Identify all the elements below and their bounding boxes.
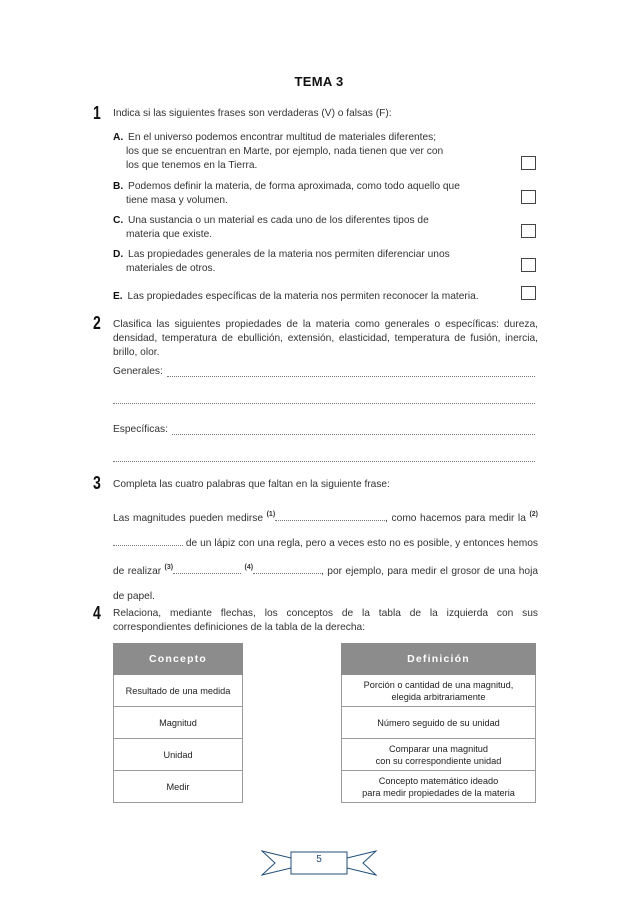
question-2-prompt: Clasifica las siguientes propiedades de la materia como generales o específicas: dureza, densidad, temperatura de ebullición, extensión, elasticidad, temperatura de fusión, inercia, brillo, olor. bbox=[113, 319, 538, 359]
page-title: TEMA 3 bbox=[294, 74, 344, 89]
question-4-prompt: Relaciona, mediante flechas, los conceptos de la tabla de la izquierda con sus correspondientes definiciones de la tabla de la derecha: bbox=[113, 608, 538, 634]
statement-d-letter: D. bbox=[113, 249, 124, 260]
blank-2-marker: (2) bbox=[529, 511, 538, 518]
especificas-label: Específicas: bbox=[113, 424, 168, 435]
blank-4-marker: (4) bbox=[244, 564, 254, 571]
question-4-number: 4 bbox=[93, 603, 101, 623]
statement-b-line1: Podemos definir la materia, de forma aproximada, como todo aquello que bbox=[128, 181, 460, 192]
statement-a-line3: los que tenemos en la Tierra. bbox=[126, 160, 258, 171]
page-number: 5 bbox=[316, 854, 322, 865]
especificas-row-2 bbox=[113, 451, 535, 462]
statement-c bbox=[113, 214, 508, 242]
statement-b-line2: tiene masa y volumen. bbox=[126, 195, 228, 206]
statement-a-line2: los que se encuentran en Marte, por ejemplo, nada tienen que ver con bbox=[126, 146, 444, 157]
answer-box-d[interactable] bbox=[521, 258, 536, 272]
generales-answer-line[interactable] bbox=[167, 366, 535, 377]
definition-line1: Concepto matemático ideado bbox=[378, 775, 499, 786]
generales-answer-line-2[interactable] bbox=[113, 393, 535, 404]
statement-c-line1: Una sustancia o un material es cada uno de los diferentes tipos de bbox=[128, 215, 429, 226]
statement-d-line2: materiales de otros. bbox=[126, 263, 216, 274]
definition-line2: para medir propiedades de la materia bbox=[362, 787, 515, 798]
concept-table bbox=[113, 643, 243, 803]
statement-a bbox=[113, 131, 508, 173]
especificas-answer-line-2[interactable] bbox=[113, 451, 535, 462]
definition-cell[interactable] bbox=[342, 739, 536, 771]
especificas-row bbox=[113, 424, 535, 435]
fill-in-paragraph bbox=[113, 503, 538, 609]
fill-text-1: Las magnitudes pueden medirse bbox=[113, 513, 267, 524]
concept-cell[interactable]: Magnitud bbox=[114, 707, 243, 739]
concept-cell[interactable]: Resultado de una medida bbox=[114, 675, 243, 707]
definition-line2: elegida arbitrariamente bbox=[391, 691, 486, 702]
statement-a-letter: A. bbox=[113, 132, 124, 143]
concept-cell[interactable]: Unidad bbox=[114, 739, 243, 771]
statement-e-letter: E. bbox=[113, 291, 123, 302]
answer-box-c[interactable] bbox=[521, 224, 536, 238]
statement-b-letter: B. bbox=[113, 181, 124, 192]
definition-header: Definición bbox=[342, 644, 536, 675]
statement-e bbox=[113, 290, 518, 304]
concept-cell[interactable]: Medir bbox=[114, 771, 243, 803]
blank-1-line[interactable] bbox=[275, 511, 385, 521]
definition-line2: con su correspondiente unidad bbox=[375, 755, 502, 766]
question-2-number: 2 bbox=[93, 313, 101, 333]
statement-b bbox=[113, 180, 508, 208]
definition-line1: Número seguido de su unidad bbox=[377, 717, 500, 728]
fill-text-3: de un lápiz con una regla, pero a veces esto no es posible, y entonces hemos de realizar bbox=[113, 537, 538, 577]
definition-line1: Comparar una magnitud bbox=[388, 743, 489, 754]
statement-c-line2: materia que existe. bbox=[126, 229, 213, 240]
fill-text-2: , como hacemos para medir la bbox=[385, 513, 530, 524]
question-1-prompt: Indica si las siguientes frases son verdaderas (V) o falsas (F): bbox=[113, 108, 392, 119]
especificas-answer-line[interactable] bbox=[172, 424, 535, 435]
blank-3-line[interactable] bbox=[173, 564, 241, 574]
blank-1-marker: (1) bbox=[266, 511, 276, 518]
fill-text-4: , por ejemplo, para medir el grosor de una hoja de papel. bbox=[113, 566, 538, 602]
answer-box-a[interactable] bbox=[521, 156, 536, 170]
question-1-number: 1 bbox=[93, 103, 101, 123]
statement-e-line1: Las propiedades específicas de la materia nos permiten reconocer la materia. bbox=[127, 291, 479, 302]
definition-cell[interactable] bbox=[342, 707, 536, 739]
generales-label: Generales: bbox=[113, 366, 163, 377]
definition-cell[interactable] bbox=[342, 675, 536, 707]
answer-box-e[interactable] bbox=[521, 286, 536, 300]
question-3-prompt: Completa las cuatro palabras que faltan en la siguiente frase: bbox=[113, 479, 390, 490]
statement-d-line1: Las propiedades generales de la materia nos permiten diferenciar unos bbox=[128, 249, 450, 260]
blank-3-marker: (3) bbox=[164, 564, 174, 571]
statement-d bbox=[113, 248, 508, 276]
blank-2-line[interactable] bbox=[113, 536, 183, 546]
definition-table bbox=[341, 643, 536, 803]
definition-line1: Porción o cantidad de una magnitud, bbox=[363, 679, 514, 690]
question-3-number: 3 bbox=[93, 473, 101, 493]
concept-header: Concepto bbox=[114, 644, 243, 675]
page-number-badge bbox=[261, 848, 377, 878]
answer-box-b[interactable] bbox=[521, 190, 536, 204]
blank-4-line[interactable] bbox=[253, 564, 321, 574]
generales-row-2 bbox=[113, 393, 535, 404]
definition-cell[interactable] bbox=[342, 771, 536, 803]
statement-c-letter: C. bbox=[113, 215, 124, 226]
generales-row bbox=[113, 366, 535, 377]
statement-a-line1: En el universo podemos encontrar multitud de materiales diferentes; bbox=[128, 132, 437, 143]
